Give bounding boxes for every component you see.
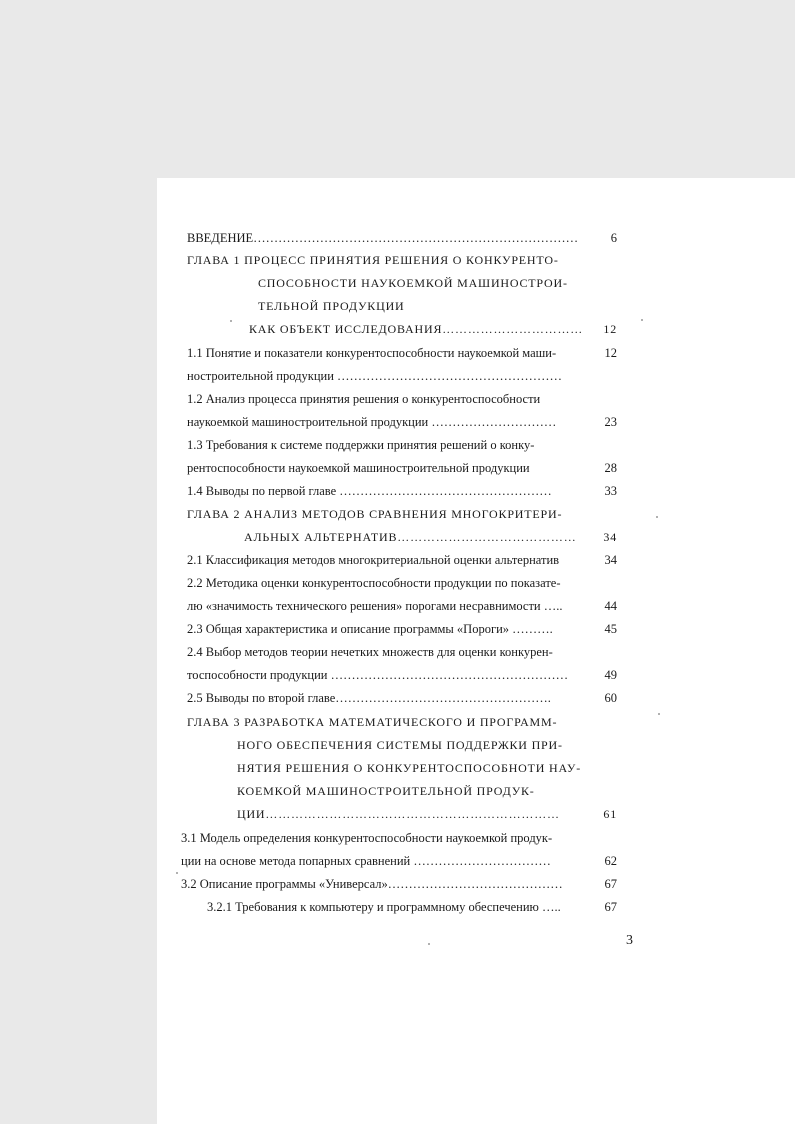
toc-page-number: 49 <box>604 668 617 682</box>
toc-entry-1-1: 1.1 Понятие и показатели конкурентоспособности наукоемкой маши- 12 <box>187 343 617 363</box>
toc-chapter-1-heading: ГЛАВА 1 ПРОЦЕСС ПРИНЯТИЯ РЕШЕНИЯ О КОНКУРЕНТО- <box>187 253 559 267</box>
toc-entry-1-4: 1.4 Выводы по первой главе …………………………………………… 33 <box>187 481 617 501</box>
scan-speck <box>656 516 658 518</box>
toc-entry-2-5: 2.5 Выводы по второй главе……………………………………………. 60 <box>187 688 617 708</box>
toc-page-number: 12 <box>603 322 617 336</box>
toc-entry-2-4-cont: тоспособности продукции ………………………………………………… 49 <box>187 665 617 685</box>
toc-page-number: 33 <box>604 484 617 498</box>
toc-chapter-1-heading-cont: СПОСОБНОСТИ НАУКОЕМКОЙ МАШИНОСТРОИ- <box>258 276 568 290</box>
toc-chapter-2-heading-cont: АЛЬНЫХ АЛЬТЕРНАТИВ…………………………………… 34 <box>187 527 617 547</box>
toc-page-number: 67 <box>604 900 617 914</box>
scan-speck <box>176 872 178 874</box>
toc-chapter-1-heading-cont: ТЕЛЬНОЙ ПРОДУКЦИИ <box>258 299 405 313</box>
toc-entry-2-4: 2.4 Выбор методов теории нечетких множеств для оценки конкурен- <box>187 645 553 659</box>
scan-speck <box>641 319 643 321</box>
toc-entry-2-2: 2.2 Методика оценки конкурентоспособности продукции по показате- <box>187 576 561 590</box>
toc-page-number: 28 <box>604 461 617 475</box>
toc-chapter-2-heading: ГЛАВА 2 АНАЛИЗ МЕТОДОВ СРАВНЕНИЯ МНОГОКРИТЕРИ- <box>187 507 563 521</box>
toc-page-number: 67 <box>604 877 617 891</box>
toc-chapter-3-heading-cont: ЦИИ…………………………………………………………… 61 <box>187 804 617 824</box>
toc-page-number: 34 <box>604 553 617 567</box>
toc-chapter-3-heading-cont: НОГО ОБЕСПЕЧЕНИЯ СИСТЕМЫ ПОДДЕРЖКИ ПРИ- <box>237 738 563 752</box>
toc-entry-2-3: 2.3 Общая характеристика и описание программы «Пороги» ………. 45 <box>187 619 617 639</box>
scan-speck <box>658 713 660 715</box>
toc-entry-3-2-1: 3.2.1 Требования к компьютеру и программному обеспечению ….. 67 <box>187 897 617 917</box>
toc-entry-2-1: 2.1 Классификация методов многокритериальной оценки альтернатив 34 <box>187 550 617 570</box>
toc-page-number: 34 <box>603 530 617 544</box>
toc-page-number: 12 <box>604 346 617 360</box>
toc-entry-1-2: 1.2 Анализ процесса принятия решения о конкурентоспособности <box>187 392 541 406</box>
toc-page-number: 60 <box>604 691 617 705</box>
toc-chapter-3-heading-cont: КОЕМКОЙ МАШИНОСТРОИТЕЛЬНОЙ ПРОДУК- <box>237 784 535 798</box>
toc-entry-1-3: 1.3 Требования к системе поддержки принятия решений о конку- <box>187 438 535 452</box>
toc-entry-2-2-cont: лю «значимость технического решения» порогами несравнимости ….. 44 <box>187 596 617 616</box>
page-number: 3 <box>626 933 633 948</box>
toc-chapter-3-heading: ГЛАВА 3 РАЗРАБОТКА МАТЕМАТИЧЕСКОГО И ПРОГРАММ- <box>187 715 558 729</box>
toc-entry-3-1: 3.1 Модель определения конкурентоспособности наукоемкой продук- <box>181 831 553 845</box>
toc-page-number: 61 <box>603 807 617 821</box>
toc-entry-1-1-cont: ностроительной продукции ……………………………………………… <box>187 369 563 383</box>
toc-entry-1-2-cont: наукоемкой машиностроительной продукции ………………………… 23 <box>187 412 617 432</box>
toc-entry-introduction: ВВЕДЕНИЕ…………………………………………………………………… 6 <box>187 228 617 248</box>
toc-page-number: 44 <box>604 599 617 613</box>
toc-chapter-3-heading-cont: НЯТИЯ РЕШЕНИЯ О КОНКУРЕНТОСПОСОБНОТИ НАУ- <box>237 761 582 775</box>
toc-entry-3-1-cont: ции на основе метода попарных сравнений …………………………… 62 <box>187 851 617 871</box>
toc-entry-1-3-cont: рентоспособности наукоемкой машиностроительной продукции 28 <box>187 458 617 478</box>
toc-page-number: 6 <box>610 231 617 245</box>
toc-chapter-1-heading-cont: КАК ОБЪЕКТ ИССЛЕДОВАНИЯ…………………………… 12 <box>187 319 617 339</box>
scan-speck <box>428 943 430 945</box>
toc-page-number: 62 <box>604 854 617 868</box>
scan-speck <box>230 320 232 322</box>
toc-page-number: 45 <box>604 622 617 636</box>
toc-entry-3-2: 3.2 Описание программы «Универсал»…………………………………… 67 <box>187 874 617 894</box>
toc-page-number: 23 <box>604 415 617 429</box>
